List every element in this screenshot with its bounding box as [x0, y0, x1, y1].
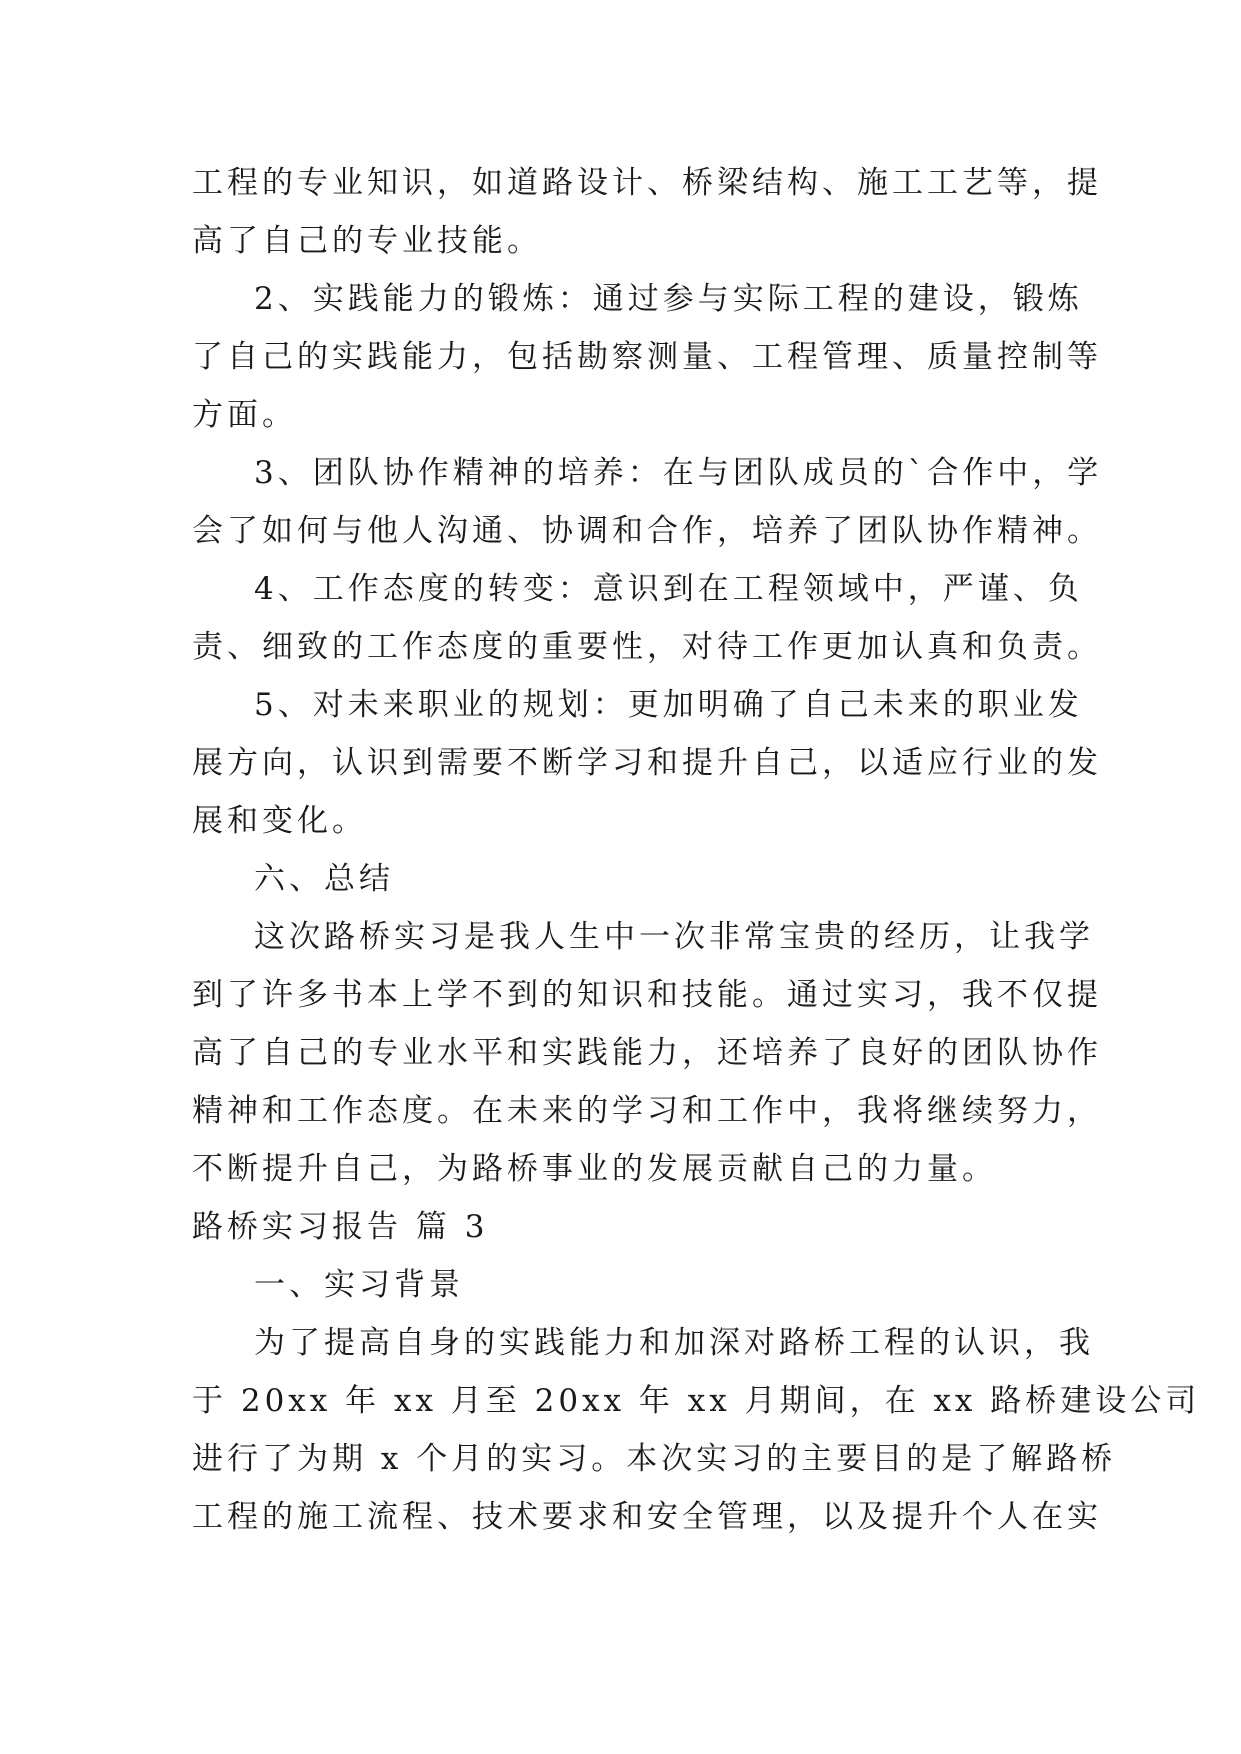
text-line: 会了如何与他人沟通、协调和合作，培养了团队协作精神。: [192, 513, 1102, 549]
text-line: 进行了为期 x 个月的实习。本次实习的主要目的是了解路桥: [192, 1441, 1117, 1477]
text-line: 这次路桥实习是我人生中一次非常宝贵的经历，让我学: [254, 919, 1094, 955]
text-line: 高了自己的专业技能。: [192, 223, 542, 259]
text-line: 高了自己的专业水平和实践能力，还培养了良好的团队协作: [192, 1035, 1102, 1071]
section-heading: 六、总结: [254, 861, 394, 897]
text-line: 方面。: [192, 397, 297, 433]
text-line: 工程的专业知识，如道路设计、桥梁结构、施工工艺等，提: [192, 165, 1102, 201]
text-line: 为了提高自身的实践能力和加深对路桥工程的认识，我: [254, 1325, 1094, 1361]
text-line: 于 20xx 年 xx 月至 20xx 年 xx 月期间，在 xx 路桥建设公司: [192, 1383, 1201, 1419]
text-line: 到了许多书本上学不到的知识和技能。通过实习，我不仅提: [192, 977, 1102, 1013]
text-line: 了自己的实践能力，包括勘察测量、工程管理、质量控制等: [192, 339, 1102, 375]
article-title: 路桥实习报告 篇 3: [192, 1209, 489, 1245]
text-line: 工程的施工流程、技术要求和安全管理，以及提升个人在实: [192, 1499, 1102, 1535]
text-line: 展和变化。: [192, 803, 367, 839]
text-line: 3、团队协作精神的培养：在与团队成员的`合作中，学: [254, 455, 1103, 491]
text-line: 责、细致的工作态度的重要性，对待工作更加认真和负责。: [192, 629, 1102, 665]
text-line: 4、工作态度的转变：意识到在工程领域中，严谨、负: [254, 571, 1083, 607]
text-line: 展方向，认识到需要不断学习和提升自己，以适应行业的发: [192, 745, 1102, 781]
section-heading: 一、实习背景: [254, 1267, 464, 1303]
text-line: 2、实践能力的锻炼：通过参与实际工程的建设，锻炼: [254, 281, 1083, 317]
text-line: 5、对未来职业的规划：更加明确了自己未来的职业发: [254, 687, 1083, 723]
text-line: 不断提升自己，为路桥事业的发展贡献自己的力量。: [192, 1151, 997, 1187]
document-body: [192, 154, 1201, 1546]
text-line: 精神和工作态度。在未来的学习和工作中，我将继续努力，: [192, 1093, 1102, 1129]
